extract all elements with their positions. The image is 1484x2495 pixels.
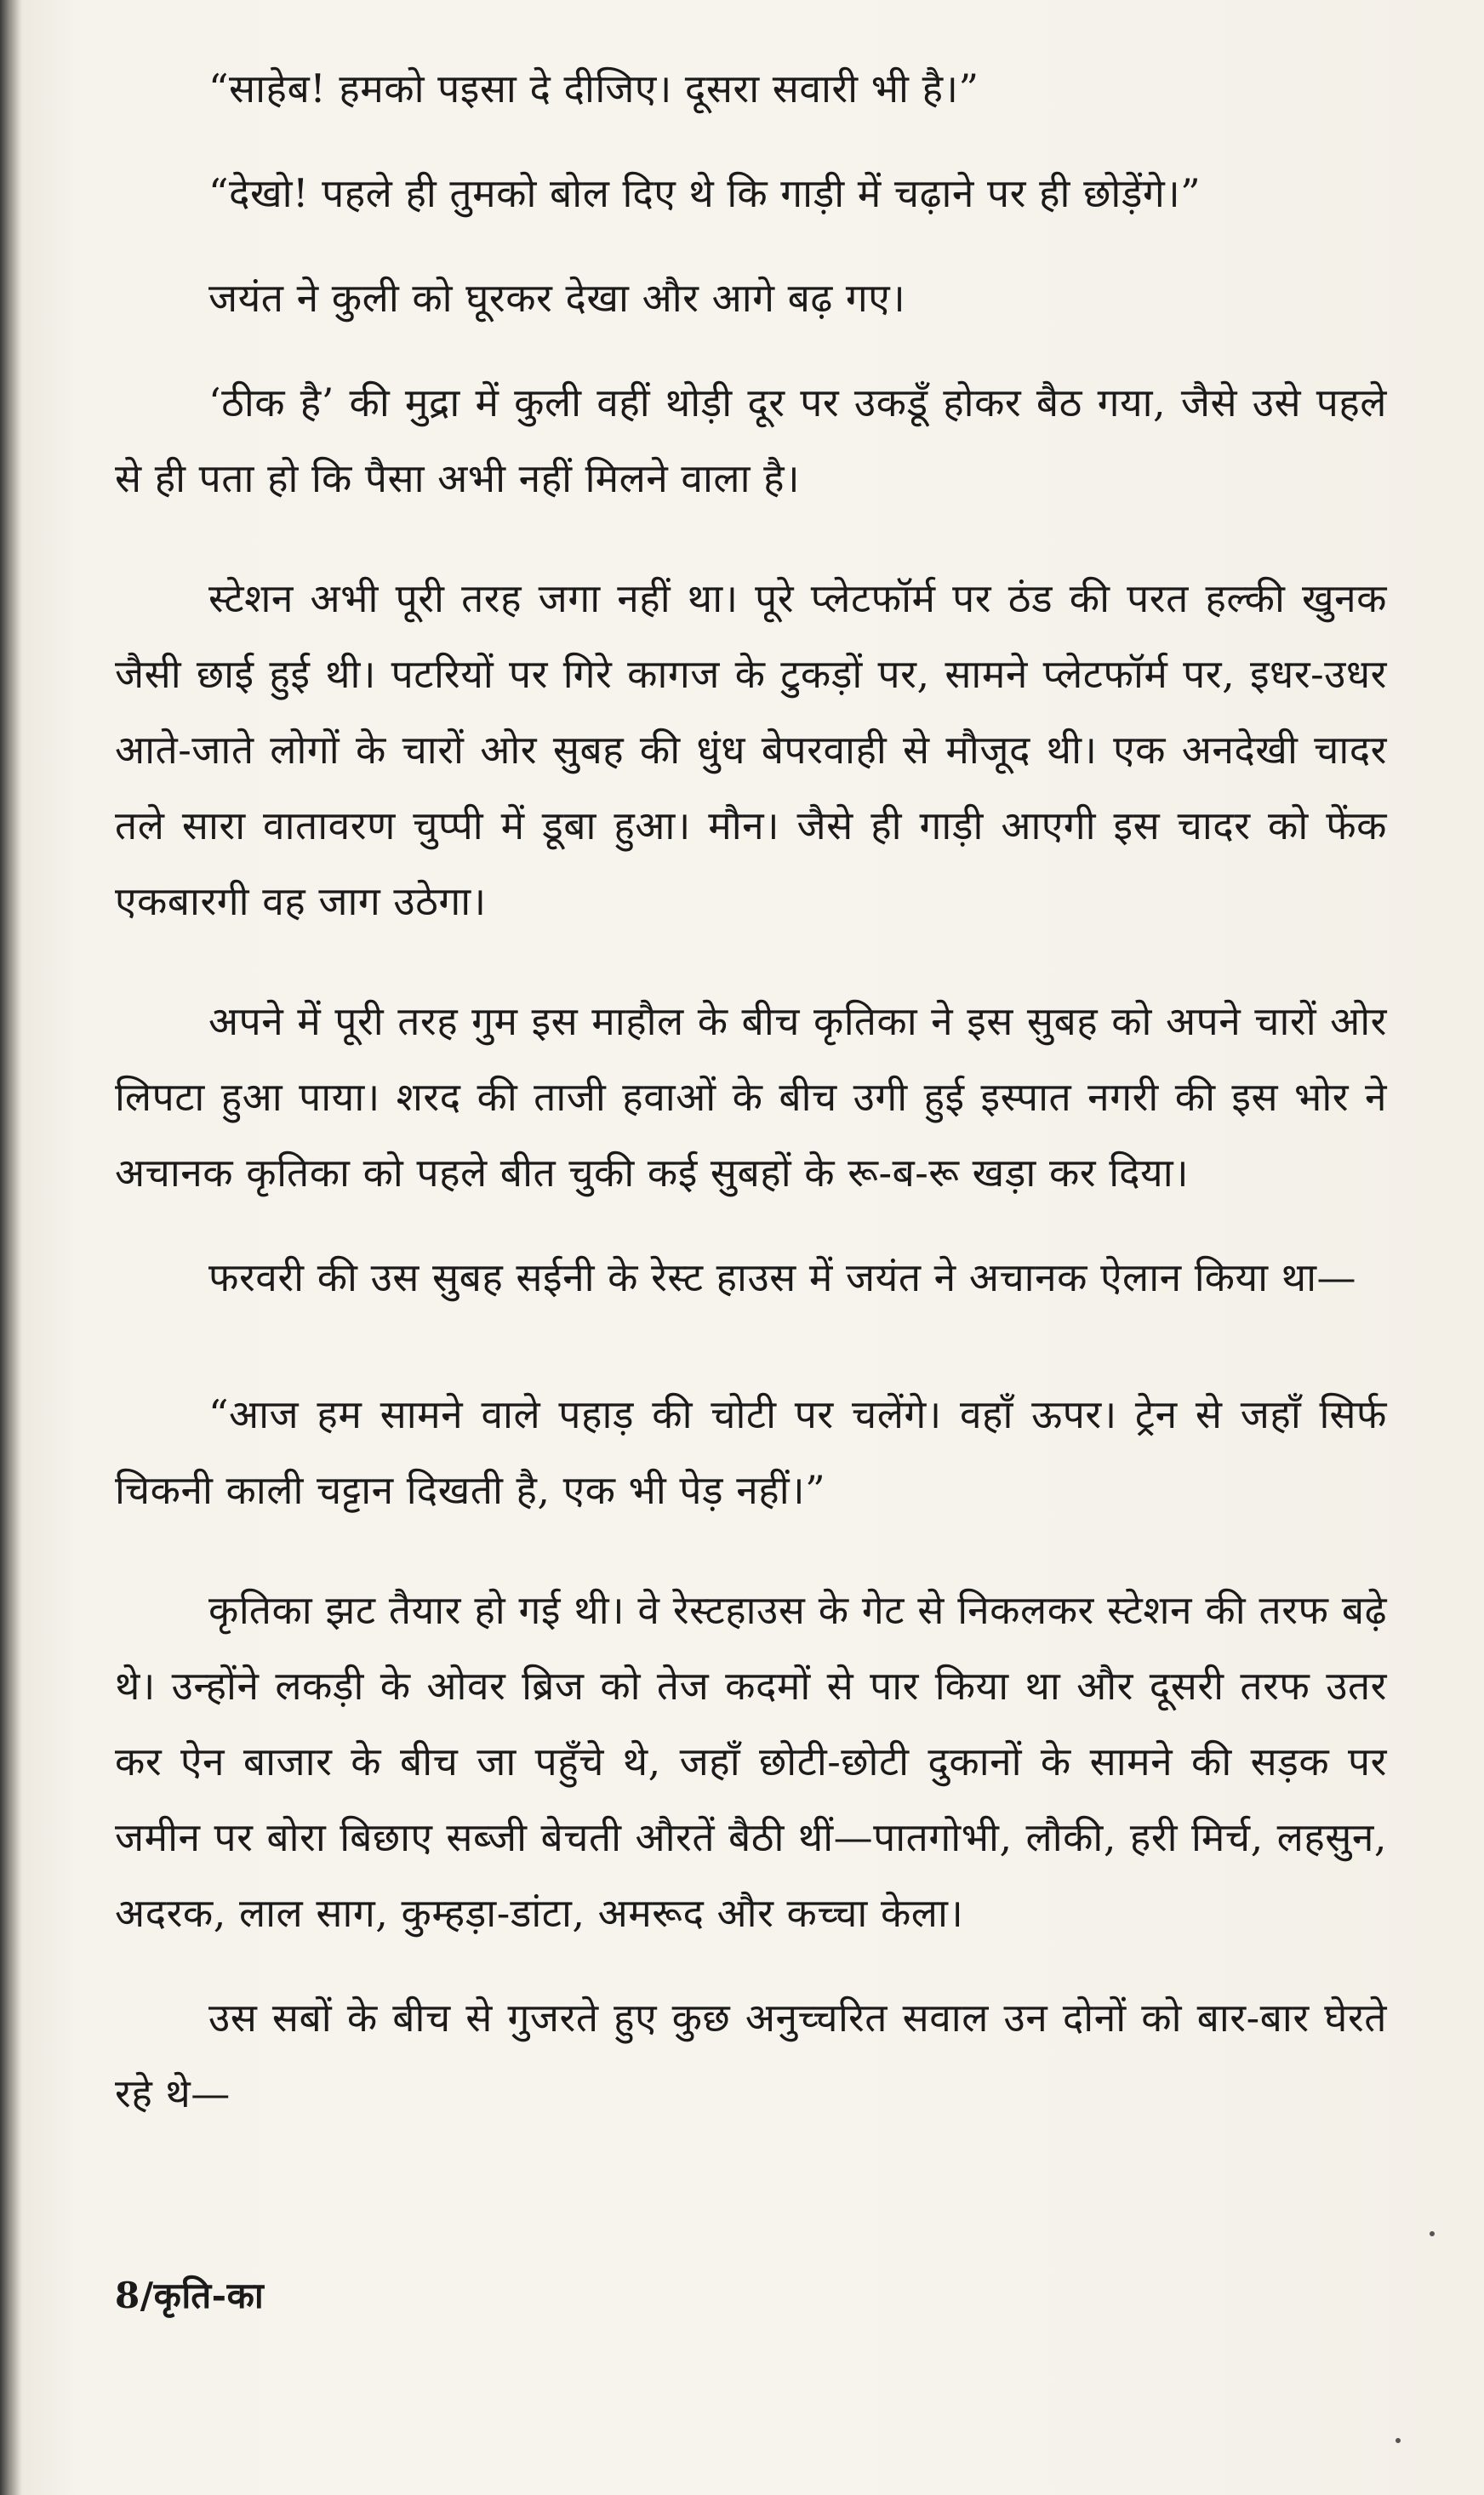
paragraph-7: फरवरी की उस सुबह सईनी के रेस्ट हाउस में जयंत ने अचानक ऐलान किया था—: [208, 1254, 1357, 1300]
paragraph-4: ‘ठीक है’ की मुद्रा में कुली वहीं थोड़ी दूर पर उकडूँ होकर बैठ गया, जैसे उसे पहले से ही पता हो कि पैसा अभी नहीं मिलने वाला है।: [115, 380, 1387, 501]
paragraph-6: अपने में पूरी तरह गुम इस माहौल के बीच कृतिका ने इस सुबह को अपने चारों ओर लिपटा हुआ पाया। शरद की ताजी हवाओं के बीच उगी हुई इस्पात नगरी की इस भोर ने अचानक कृतिका को पहले बीत चुकी कई सुबहों के रू-ब-रू खड़ा कर दिया।: [115, 998, 1387, 1196]
paper-speck: [1396, 2438, 1401, 2443]
paragraph-8: “आज हम सामने वाले पहाड़ की चोटी पर चलेंगे। वहाँ ऊपर। ट्रेन से जहाँ सिर्फ चिकनी काली चट्टान दिखती है, एक भी पेड़ नहीं।”: [115, 1391, 1387, 1513]
book-spine-shadow: [0, 0, 22, 2495]
paper-speck: [1430, 2231, 1435, 2236]
paragraph-9: कृतिका झट तैयार हो गई थी। वे रेस्टहाउस के गेट से निकलकर स्टेशन की तरफ बढ़े थे। उन्होंने लकड़ी के ओवर ब्रिज को तेज कदमों से पार किया था और दूसरी तरफ उतर कर ऐन बाजार के बीच जा पहुँचे थे, जहाँ छोटी-छोटी दुकानों के सामने की सड़क पर जमीन पर बोरा बिछाए सब्जी बेचती औरतें बैठी थीं—पातगोभी, लौकी, हरी मिर्च, लहसुन, अदरक, लाल साग, कुम्हड़ा-डांटा, अमरूद और कच्चा केला।: [115, 1587, 1387, 1936]
page-folio: 8/कृति-का: [115, 2275, 265, 2316]
paragraph-5: स्टेशन अभी पूरी तरह जगा नहीं था। पूरे प्लेटफॉर्म पर ठंड की परत हल्की खुनक जैसी छाई हुई थी। पटरियों पर गिरे कागज के टुकड़ों पर, सामने प्लेटफॉर्म पर, इधर-उधर आते-जाते लोगों के चारों ओर सुबह की धुंध बेपरवाही से मौजूद थी। एक अनदेखी चादर तले सारा वातावरण चुप्पी में डूबा हुआ। मौन। जैसे ही गाड़ी आएगी इस चादर को फेंक एकबारगी वह जाग उठेगा।: [115, 575, 1387, 924]
paragraph-10: उस सबों के बीच से गुजरते हुए कुछ अनुच्चरित सवाल उन दोनों को बार-बार घेरते रहे थे—: [115, 1995, 1387, 2116]
page-body: [115, 51, 1387, 2132]
paragraph-1: “साहेब! हमको पइसा दे दीजिए। दूसरा सवारी भी है।”: [208, 66, 979, 111]
paragraph-3: जयंत ने कुली को घूरकर देखा और आगे बढ़ गए।: [208, 275, 906, 321]
paragraph-2: “देखो! पहले ही तुमको बोल दिए थे कि गाड़ी में चढ़ाने पर ही छोड़ेंगे।”: [208, 170, 1201, 216]
